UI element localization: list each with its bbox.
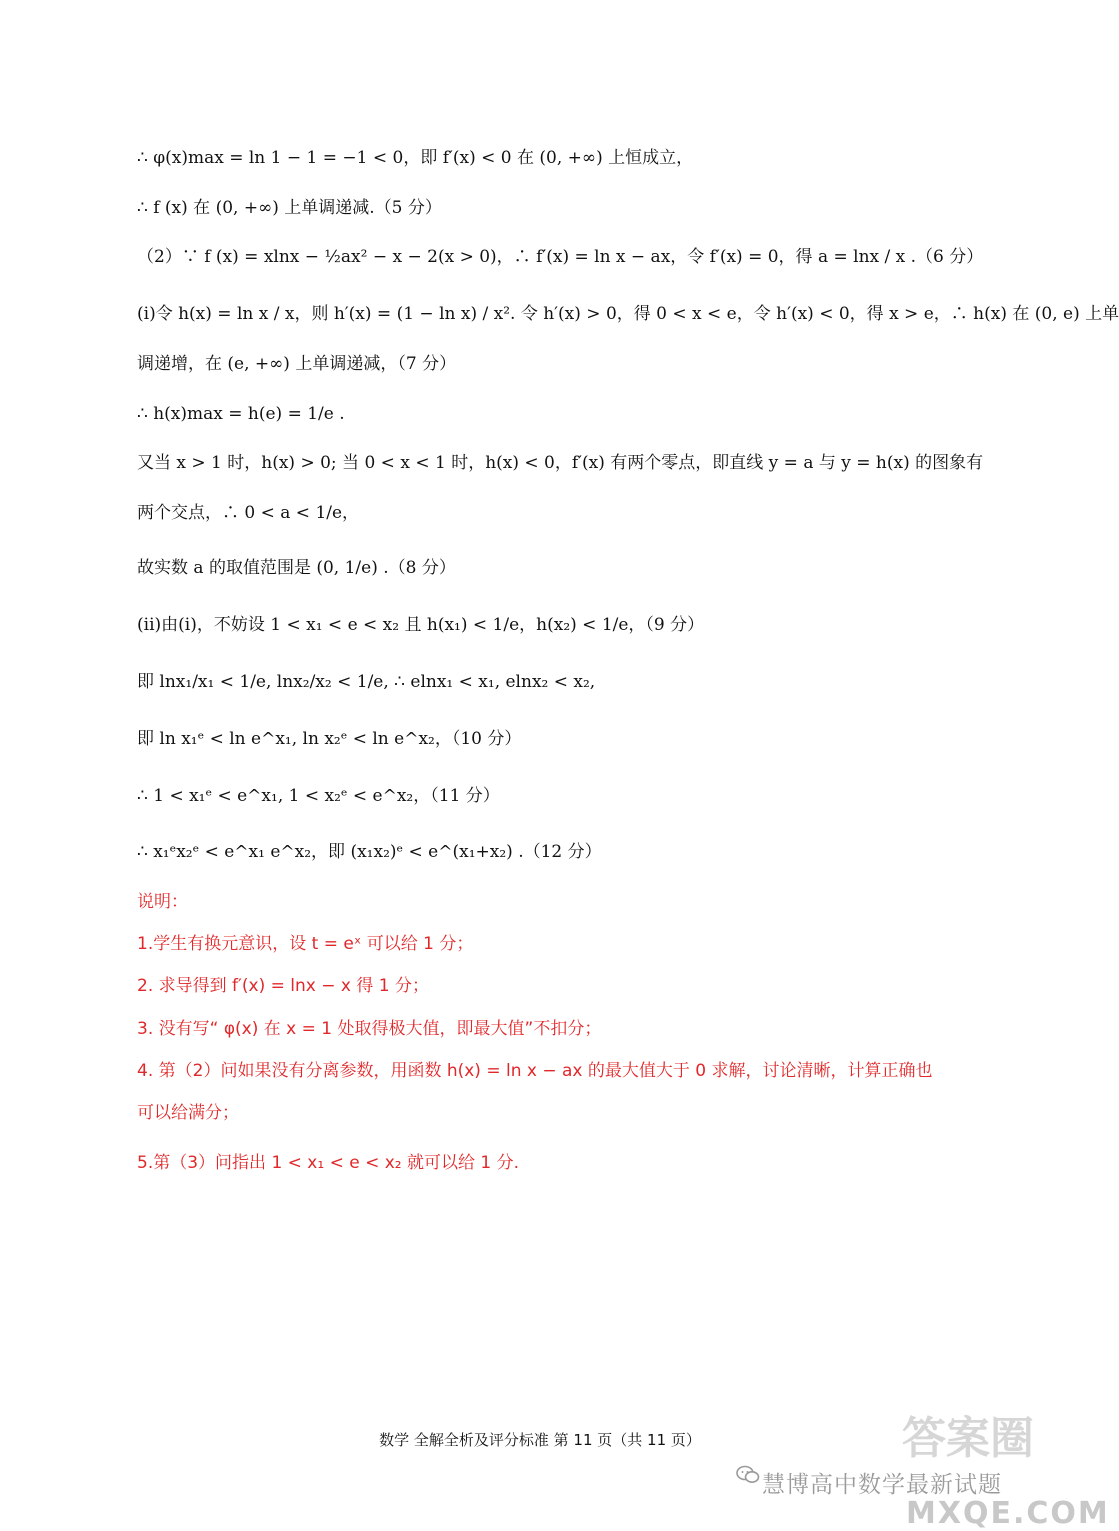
grading-note: 2. 求导得到 f′(x) = lnx − x 得 1 分；	[137, 976, 429, 996]
page-footer: 数学 全解全析及评分标准 第 11 页（共 11 页）	[379, 1431, 701, 1449]
solution-line: 即 lnx₁/x₁ < 1/e, lnx₂/x₂ < 1/e, ∴ elnx₁ < x₁, elnx₂ < x₂,	[137, 672, 596, 692]
grading-note: 5.第（3）问指出 1 < x₁ < e < x₂ 就可以给 1 分.	[137, 1153, 520, 1173]
solution-line: （2）∵ f (x) = xlnx − ½ax² − x − 2(x > 0)，∴ f′(x) = ln x − ax，令 f′(x) = 0，得 a = lnx / x .（6 分）	[137, 247, 984, 267]
solution-line: ∴ x₁ᵉx₂ᵉ < e^x₁ e^x₂，即 (x₁x₂)ᵉ < e^(x₁+x₂) .（12 分）	[137, 842, 602, 862]
solution-line: ∴ f (x) 在 (0, +∞) 上单调递减.（5 分）	[137, 198, 442, 218]
solution-line: ∴ φ(x)max = ln 1 − 1 = −1 < 0，即 f′(x) < 0 在 (0, +∞) 上恒成立，	[137, 148, 694, 168]
grading-note: 4. 第（2）问如果没有分离参数，用函数 h(x) = ln x − ax 的最大值大于 0 求解，讨论清晰，计算正确也	[137, 1061, 933, 1081]
grading-note: 可以给满分；	[137, 1103, 239, 1123]
grading-note-heading: 说明：	[137, 892, 188, 912]
watermark-text: 慧博高中数学最新试题	[762, 1472, 1002, 1498]
watermark-url: MXQE.COM	[906, 1496, 1110, 1531]
solution-line: 故实数 a 的取值范围是 (0, 1/e) .（8 分）	[137, 558, 456, 578]
grading-note: 3. 没有写“ φ(x) 在 x = 1 处取得极大值，即最大值”不扣分；	[137, 1019, 602, 1039]
solution-line: 调递增，在 (e, +∞) 上单调递减，（7 分）	[137, 354, 457, 374]
solution-line: ∴ h(x)max = h(e) = 1/e .	[137, 404, 345, 424]
solution-line: (i)令 h(x) = ln x / x，则 h′(x) = (1 − ln x) / x². 令 h′(x) > 0，得 0 < x < e，令 h′(x) < 0，得 x > e，∴ h(x) 在 (0, e) 上单	[137, 304, 1119, 324]
solution-line: 又当 x > 1 时，h(x) > 0; 当 0 < x < 1 时，h(x) < 0，f′(x) 有两个零点，即直线 y = a 与 y = h(x) 的图象有	[137, 453, 984, 473]
solution-line: ∴ 1 < x₁ᵉ < e^x₁, 1 < x₂ᵉ < e^x₂，（11 分）	[137, 786, 500, 806]
grading-note: 1.学生有换元意识，设 t = eˣ 可以给 1 分；	[137, 934, 474, 954]
solution-line: 两个交点，∴ 0 < a < 1/e，	[137, 503, 360, 523]
solution-line: (ii)由(i)，不妨设 1 < x₁ < e < x₂ 且 h(x₁) < 1/e，h(x₂) < 1/e，（9 分）	[137, 615, 705, 635]
watermark-logo: 答案圈	[902, 1413, 1034, 1464]
solution-line: 即 ln x₁ᵉ < ln e^x₁, ln x₂ᵉ < ln e^x₂，（10 分）	[137, 729, 522, 749]
wechat-icon	[736, 1465, 760, 1485]
